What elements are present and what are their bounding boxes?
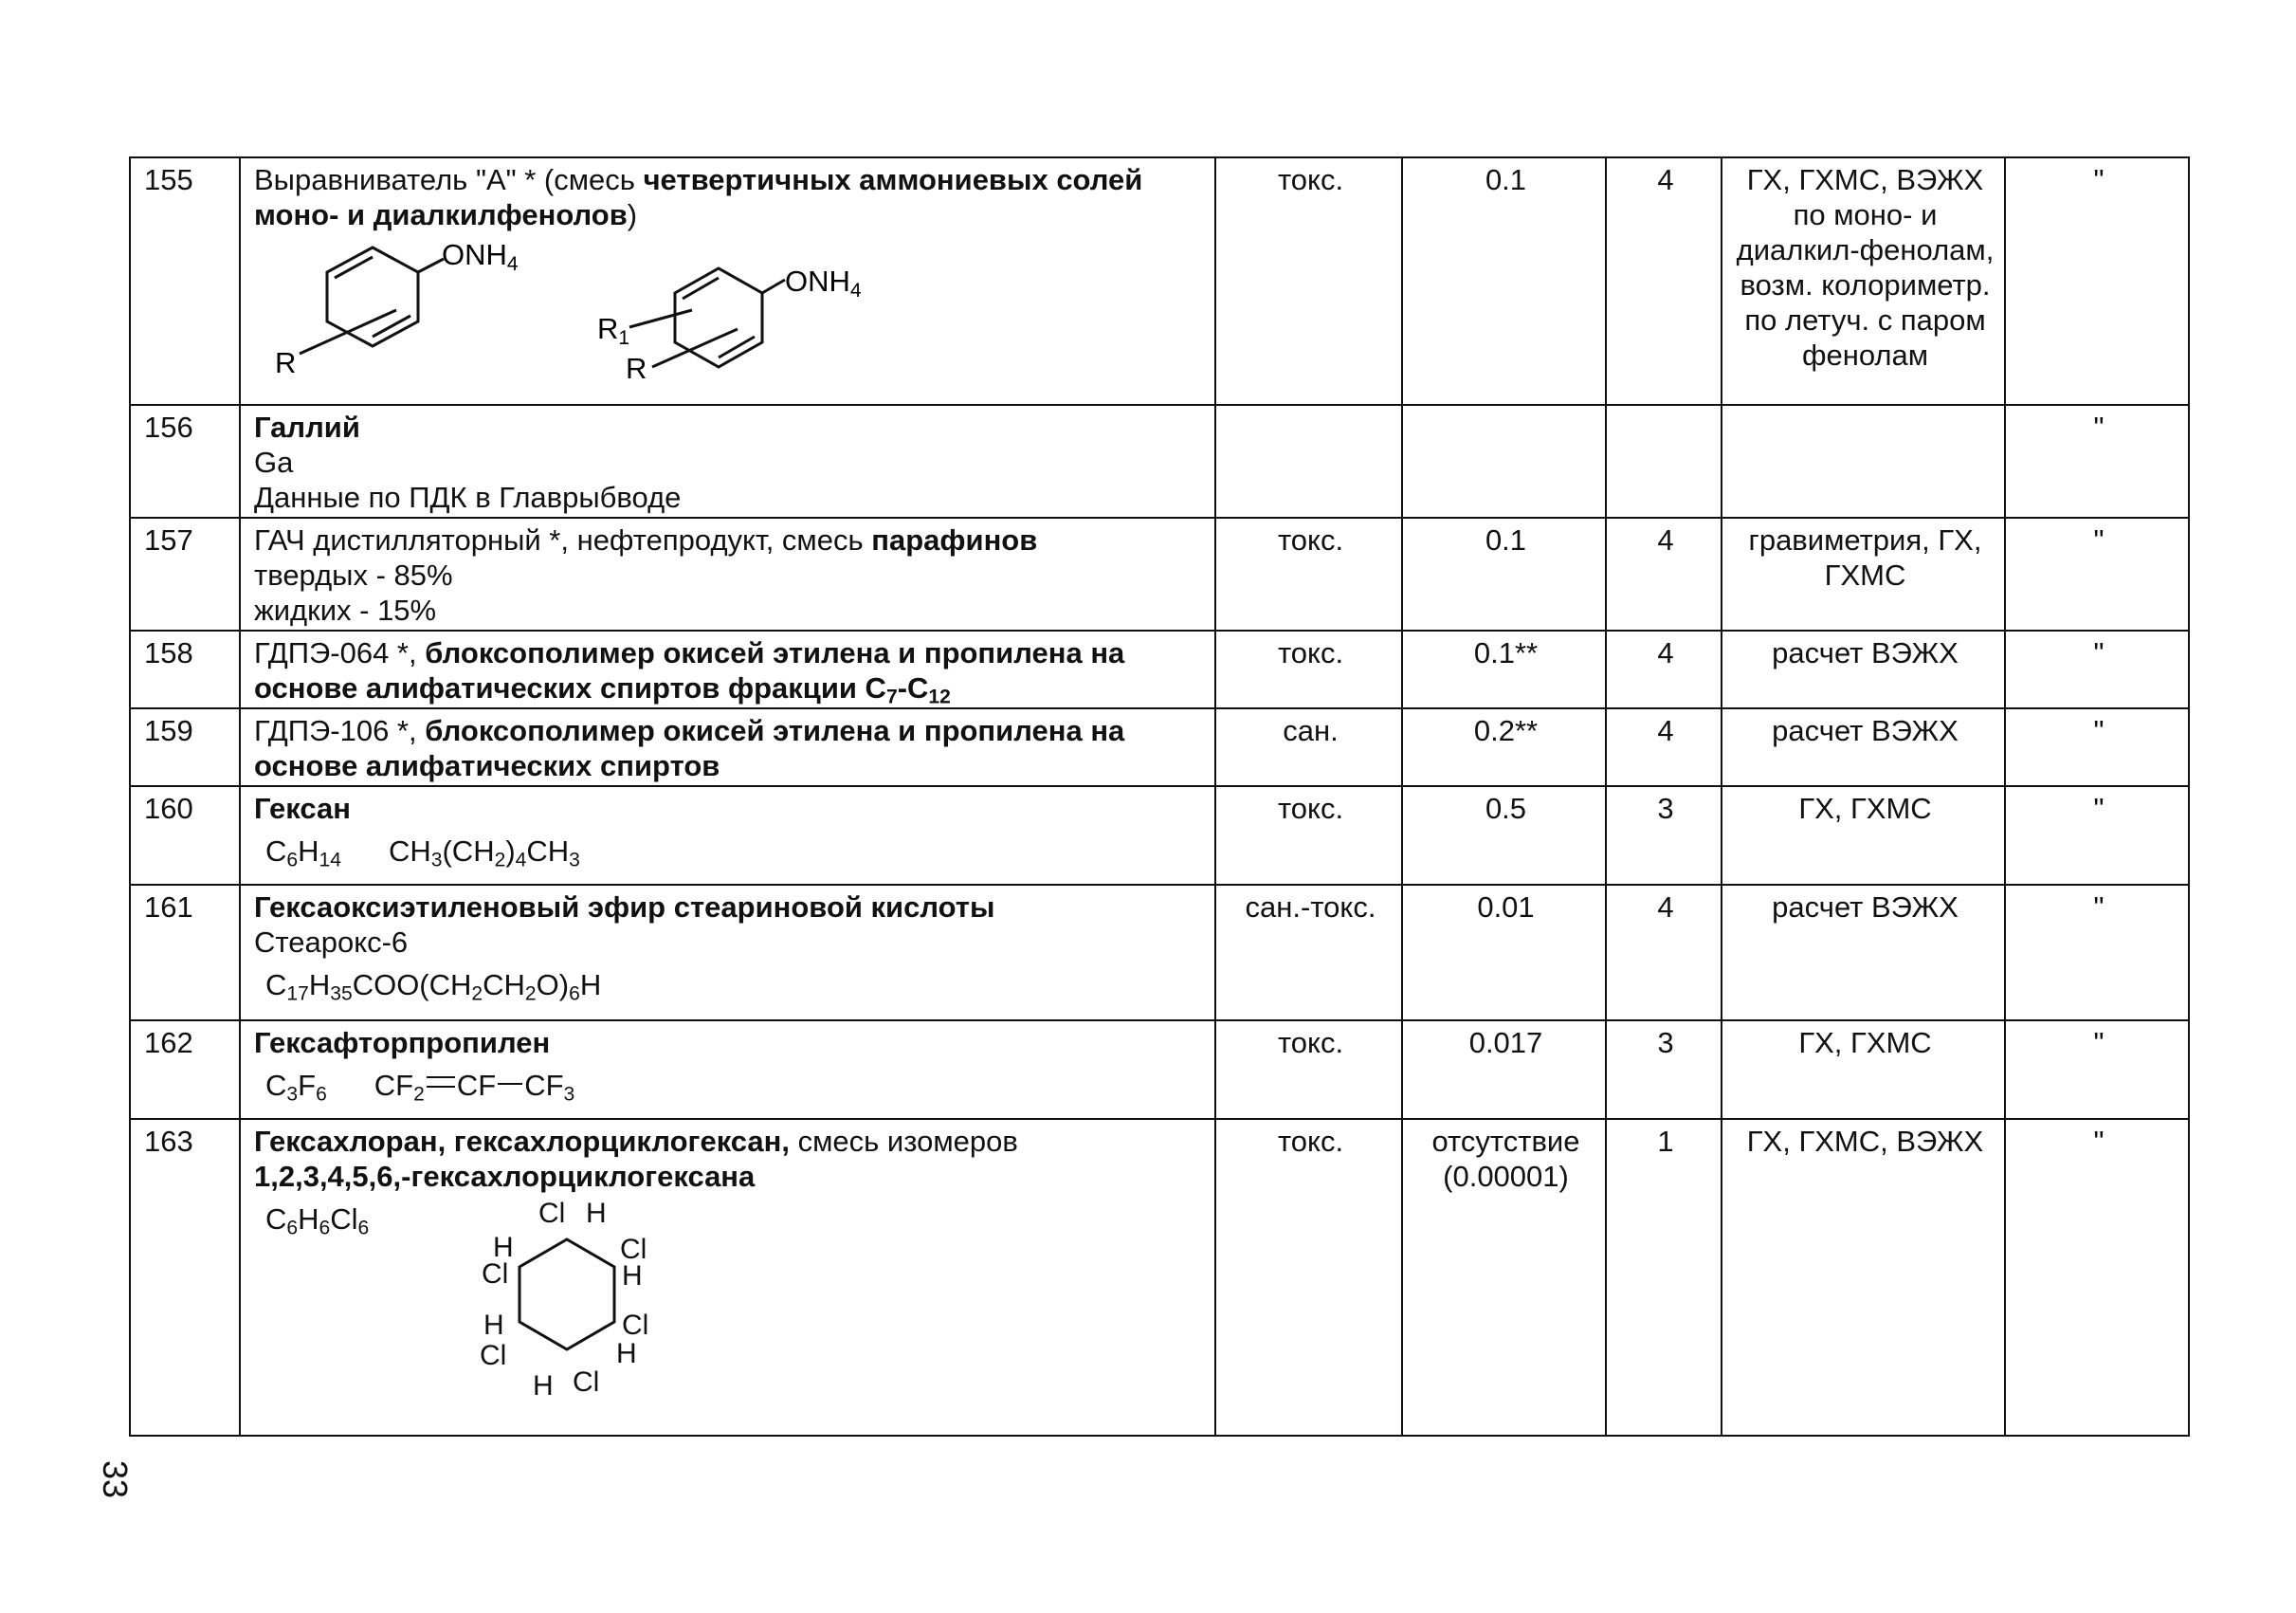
analysis-method	[1722, 405, 2005, 518]
substance-name: Гексан	[254, 792, 351, 825]
note-mark: "	[2005, 157, 2189, 405]
hazard-type	[1215, 405, 1402, 518]
page-number: 33	[96, 1460, 135, 1499]
hazard-class: 3	[1606, 786, 1722, 885]
hazard-class: 4	[1606, 708, 1722, 786]
row-number: 161	[130, 885, 240, 1020]
hazard-class	[1606, 405, 1722, 518]
cl-label: Cl	[538, 1198, 566, 1229]
svg-text:ONH4	[785, 265, 862, 302]
table-row	[130, 518, 2189, 631]
subscript: 12	[928, 686, 951, 708]
r1-sub: 1	[618, 327, 630, 349]
note-mark: "	[2005, 708, 2189, 786]
note-mark: "	[2005, 518, 2189, 631]
hazard-class: 3	[1606, 1020, 1722, 1119]
subscript: 7	[885, 686, 898, 708]
substance-cell	[240, 708, 1215, 786]
cl-label: Cl	[622, 1310, 649, 1341]
formula-text: $C_{17}H_{35}COO(CH_2CH_2O)_6H$	[265, 968, 602, 1005]
row-number: 156	[130, 405, 240, 518]
row-number: 157	[130, 518, 240, 631]
limit-value: отсутствие (0.00001)	[1402, 1119, 1606, 1436]
row-number: 162	[130, 1020, 240, 1119]
limit-value: 0.01	[1402, 885, 1606, 1020]
onh4-label: ONH	[442, 238, 507, 271]
limit-value: 0.5	[1402, 786, 1606, 885]
hazard-type: сан.-токс.	[1215, 885, 1402, 1020]
h-label: H	[586, 1198, 607, 1229]
hazard-type: сан.	[1215, 708, 1402, 786]
name-bold-text: -C	[897, 671, 929, 705]
substance-cell	[240, 786, 1215, 885]
row-number: 160	[130, 786, 240, 885]
analysis-method: расчет ВЭЖХ	[1722, 631, 2005, 708]
limit-value: 0.017	[1402, 1020, 1606, 1119]
hazard-type: токс.	[1215, 631, 1402, 708]
analysis-method: расчет ВЭЖХ	[1722, 708, 2005, 786]
table-row	[130, 1119, 2189, 1436]
hazard-type: токс.	[1215, 1119, 1402, 1436]
name-tail-text: )	[627, 198, 638, 231]
h-label: H	[483, 1310, 504, 1341]
table-row	[130, 631, 2189, 708]
cl-label: Cl	[573, 1366, 600, 1398]
hazard-class: 4	[1606, 157, 1722, 405]
analysis-method: ГХ, ГХМС	[1722, 786, 2005, 885]
limit-value: 0.1**	[1402, 631, 1606, 708]
hexachlorocyclohexane-structure	[444, 1192, 690, 1410]
name-text: смесь изомеров	[790, 1125, 1018, 1158]
hazard-type: токс.	[1215, 1020, 1402, 1119]
extra-text: Данные по ПДК в Главрыбводе	[254, 481, 682, 514]
substance-cell	[240, 518, 1215, 631]
limit-value: 0.2**	[1402, 708, 1606, 786]
alkylphenol-structure	[254, 234, 862, 385]
limit-value: 0.1	[1402, 518, 1606, 631]
svg-text:ONH4	[442, 238, 519, 275]
onh4-sub-2: 4	[849, 280, 862, 302]
formula-text: Ga	[254, 446, 294, 479]
h-label: H	[616, 1338, 637, 1369]
name-text: ГАЧ дистилляторный *, нефтепродукт, смесь	[254, 523, 872, 557]
name-bold-text: блоксополимер окисей этилена и пропилена на основе алифатических спиртов	[254, 714, 1125, 782]
substance-name: Галлий	[254, 411, 360, 444]
limit-value: 0.1	[1402, 157, 1606, 405]
substance-name: Гексаоксиэтиленовый эфир стеариновой кислоты	[254, 890, 995, 924]
h-label: H	[622, 1260, 643, 1292]
note-mark: "	[2005, 885, 2189, 1020]
name-bold-text: четвертичных аммониевых солей моно- и диалкилфенолов	[254, 163, 1143, 231]
note-mark: "	[2005, 786, 2189, 885]
formula-text: $C_6H_{14}$ $CH_3(CH_2)_4CH_3$	[265, 834, 580, 871]
table-row	[130, 1020, 2189, 1119]
analysis-method: расчет ВЭЖХ	[1722, 885, 2005, 1020]
cl-label: Cl	[480, 1340, 507, 1371]
note-mark: "	[2005, 1020, 2189, 1119]
name-bold-text: блоксополимер окисей этилена и пропилена на основе алифатических спиртов фракции C	[254, 636, 1125, 705]
onh4-label-2: ONH	[785, 265, 850, 298]
substance-cell	[240, 157, 1215, 405]
hazard-class: 4	[1606, 631, 1722, 708]
note-mark: "	[2005, 405, 2189, 518]
name-text: ГДПЭ-106 *,	[254, 714, 426, 747]
composition-line: твердых - 85%	[254, 559, 453, 592]
substance-cell	[240, 1020, 1215, 1119]
row-number: 155	[130, 157, 240, 405]
r-label-2: R	[626, 352, 647, 385]
substances-table	[129, 156, 2190, 1437]
r1-label: R	[597, 312, 619, 345]
r-label: R	[275, 346, 297, 379]
composition-line: жидких - 15%	[254, 594, 437, 627]
substance-name: Гексафторпропилен	[254, 1026, 551, 1059]
svg-text:R1	[597, 312, 629, 349]
cl-label: Cl	[482, 1258, 509, 1290]
name-bold-text: Гексахлоран, гексахлорциклогексан,	[254, 1125, 790, 1158]
hazard-type: токс.	[1215, 786, 1402, 885]
name-bold-text: парафинов	[871, 523, 1038, 557]
table-row	[130, 405, 2189, 518]
limit-value	[1402, 405, 1606, 518]
substance-cell	[240, 631, 1215, 708]
onh4-sub: 4	[506, 253, 519, 275]
table-row	[130, 786, 2189, 885]
hazard-class: 1	[1606, 1119, 1722, 1436]
row-number: 158	[130, 631, 240, 708]
substance-cell	[240, 1119, 1215, 1436]
table-row	[130, 157, 2189, 405]
trade-name: Стеарокс-6	[254, 926, 409, 959]
analysis-method: гравиметрия, ГХ, ГХМС	[1722, 518, 2005, 631]
analysis-method: ГХ, ГХМС, ВЭЖХ по моно- и диалкил-фенолам, возм. колориметр. по летуч. с паром фенолам	[1722, 157, 2005, 405]
row-number: 163	[130, 1119, 240, 1436]
note-mark: "	[2005, 1119, 2189, 1436]
h-label: H	[533, 1370, 554, 1402]
hazard-class: 4	[1606, 885, 1722, 1020]
h-label: H	[493, 1232, 514, 1263]
name-text: Выравниватель "А" * (смесь	[254, 163, 644, 196]
analysis-method: ГХ, ГХМС, ВЭЖХ	[1722, 1119, 2005, 1436]
table-row	[130, 708, 2189, 786]
cl-label: Cl	[620, 1234, 647, 1265]
table-row	[130, 885, 2189, 1020]
row-number: 159	[130, 708, 240, 786]
isomer-name: 1,2,3,4,5,6,-гексахлорциклогексана	[254, 1160, 756, 1193]
hazard-class: 4	[1606, 518, 1722, 631]
formula-text: $C_6H_6Cl_6$	[265, 1202, 370, 1239]
formula-text: $C_3F_6$ $CF_2$ CF $CF_3$	[265, 1069, 575, 1106]
name-text: ГДПЭ-064 *,	[254, 636, 426, 669]
analysis-method: ГХ, ГХМС	[1722, 1020, 2005, 1119]
substance-cell	[240, 405, 1215, 518]
note-mark: "	[2005, 631, 2189, 708]
hazard-type: токс.	[1215, 518, 1402, 631]
hazard-type: токс.	[1215, 157, 1402, 405]
substance-cell	[240, 885, 1215, 1020]
